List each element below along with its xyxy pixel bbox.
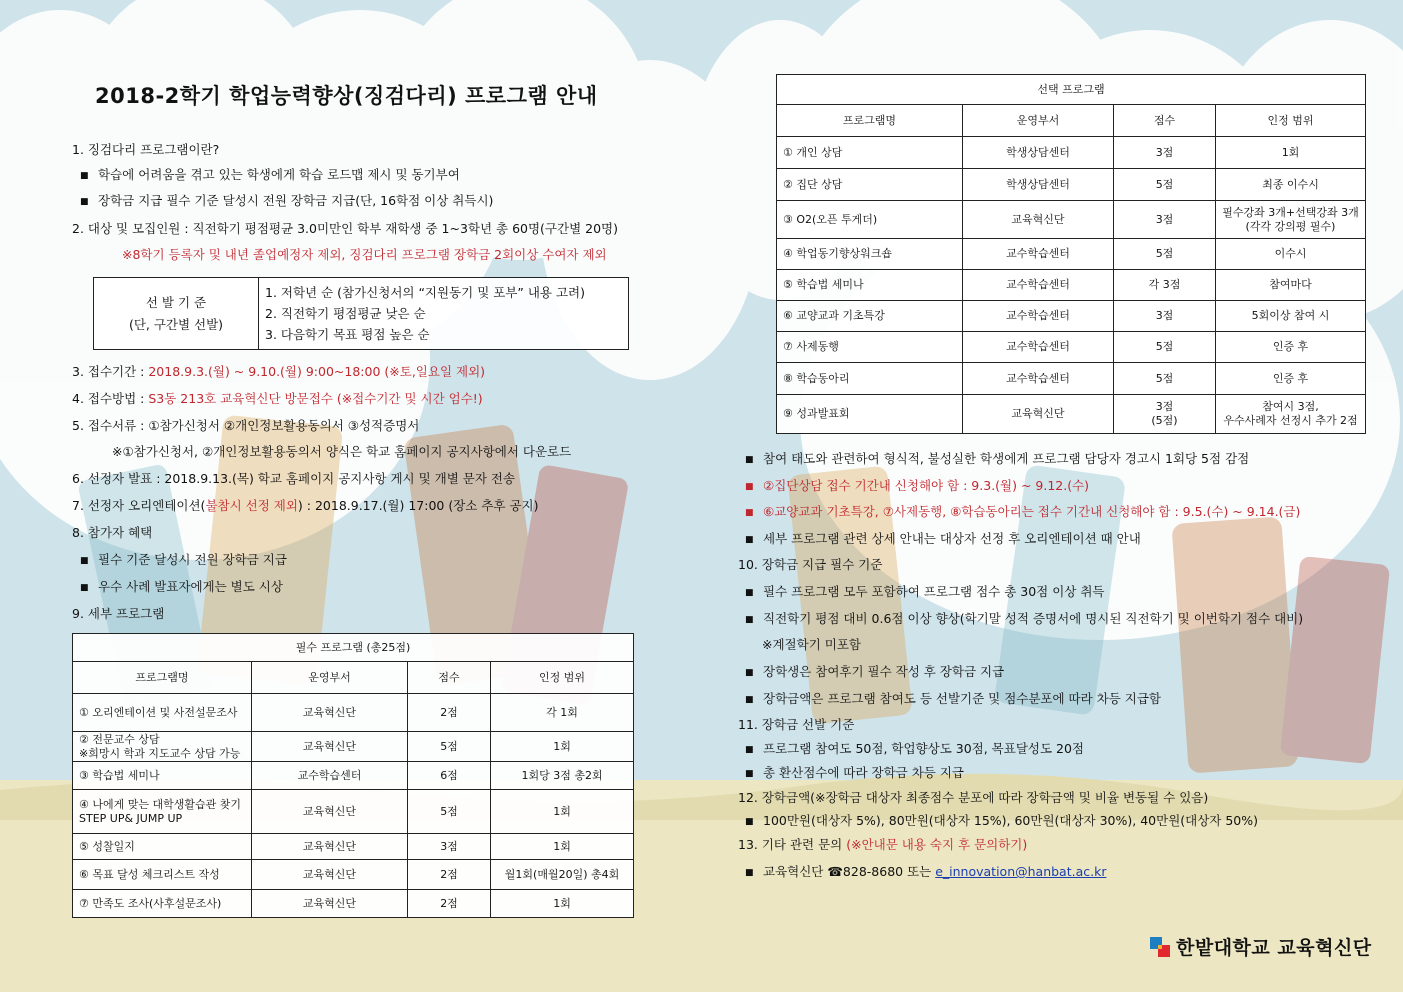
left-line: [80, 579, 283, 596]
table-cell: 교육혁신단: [252, 694, 408, 732]
table-cell: 2점: [408, 890, 491, 918]
criteria-items: [259, 278, 585, 349]
left-text: 3. 접수기간 :: [72, 364, 149, 379]
table-cell: 3점: [408, 834, 491, 860]
table-cell: 참여시 3점, 우수사례자 선정시 추가 2점: [1216, 395, 1366, 434]
criteria-item: 3. 다음학기 목표 평점 높은 순: [265, 327, 430, 342]
left-text: 필수 기준 달성시 전원 장학금 지급: [98, 552, 287, 567]
left-text: 7. 선정자 오리엔테이션(: [72, 498, 206, 513]
left-line: [80, 167, 460, 184]
bullet-icon: ■: [745, 588, 754, 598]
table-cell: 교육혁신단: [252, 732, 408, 762]
right-line: [745, 504, 1300, 521]
bullet-icon: ■: [80, 556, 89, 566]
table-cell: 2점: [408, 694, 491, 732]
table-row: [73, 762, 634, 790]
right-text: 프로그램 참여도 50점, 학업향상도 30점, 목표달성도 20점: [763, 741, 1085, 756]
criteria-label: [94, 278, 259, 349]
right-text: 100만원(대상자 5%), 80만원(대상자 15%), 60만원(대상자 30%), 40만원(대상자 50%): [763, 813, 1259, 828]
table-header: 인정 범위: [1216, 105, 1366, 137]
table-cell: 월1회(매월20일) 총4회: [491, 860, 634, 890]
table-cell: ⑧ 학습동아리: [777, 363, 963, 395]
table-cell: 교육혁신단: [252, 860, 408, 890]
bullet-icon: ■: [745, 817, 754, 827]
right-text: 필수 프로그램 모두 포함하여 프로그램 점수 총 30점 이상 취득: [763, 584, 1105, 599]
right-text: 교육혁신단 ☎828-8680 또는: [763, 864, 936, 879]
criteria-label-line2: (단, 구간별 선발): [128, 316, 224, 332]
table-row: [777, 169, 1366, 201]
right-text: 10. 장학금 지급 필수 기준: [738, 557, 883, 572]
table-cell: ① 오리엔테이션 및 사전설문조사: [73, 694, 252, 732]
table-header: 운영부서: [963, 105, 1114, 137]
page-title: 2018-2학기 학업능력향상(징검다리) 프로그램 안내: [95, 84, 598, 108]
table-cell: ⑨ 성과발표회: [777, 395, 963, 434]
table-cell: ⑦ 만족도 조사(사후설문조사): [73, 890, 252, 918]
table-cell: 인증 후: [1216, 363, 1366, 395]
table-cell: 1회: [491, 890, 634, 918]
table-cell: ③ O2(오픈 투게더): [777, 201, 963, 239]
table-cell: 1회: [491, 790, 634, 834]
right-text: 장학금액은 프로그램 참여도 등 선발기준 및 점수분포에 따라 차등 지급함: [763, 691, 1162, 706]
bullet-icon: ■: [80, 197, 89, 207]
table-cell: 학생상담센터: [963, 137, 1114, 169]
left-text: 6. 선정자 발표 : 2018.9.13.(목) 학교 홈페이지 공지사항 게시 및 개별 문자 전송: [72, 471, 516, 486]
table-cell: ④ 학업동기향상워크숍: [777, 239, 963, 270]
table-cell: ⑤ 학습법 세미나: [777, 270, 963, 301]
table-header: 인정 범위: [491, 662, 634, 694]
left-line: [72, 418, 419, 434]
right-line: [738, 557, 882, 573]
left-line: [122, 247, 607, 263]
table-row: [73, 890, 634, 918]
university-logo-icon: [1150, 937, 1170, 957]
email-link[interactable]: e_innovation@hanbat.ac.kr: [935, 864, 1107, 879]
table-cell: 5점: [408, 790, 491, 834]
bullet-icon: ■: [80, 171, 89, 181]
table-cell: ④ 나에게 맞는 대학생활습관 찾기 STEP UP& JUMP UP: [73, 790, 252, 834]
right-text: 세부 프로그램 관련 상세 안내는 대상자 선정 후 오리엔테이션 때 안내: [763, 531, 1141, 546]
left-highlight-text: S3동 213호 교육혁신단 방문접수 (※접수기간 및 시간 엄수!): [148, 391, 483, 406]
left-text: ※8학기 등록자 및 내년 졸업예정자 제외, 징검다리 프로그램 장학금 2회이상 수여자 제외: [122, 247, 607, 262]
left-text: 8. 참가자 혜택: [72, 525, 153, 540]
table-header: 점수: [408, 662, 491, 694]
table-row: [777, 395, 1366, 434]
bullet-icon: ■: [80, 583, 89, 593]
table-cell: 3점 (5점): [1114, 395, 1216, 434]
table-cell: ⑤ 성찰일지: [73, 834, 252, 860]
right-line: [745, 765, 964, 782]
right-text: 장학생은 참여후기 필수 작성 후 장학금 지급: [763, 664, 1005, 679]
table-caption: 필수 프로그램 (총25점): [73, 634, 634, 662]
left-line: [72, 391, 483, 407]
table-cell: 6점: [408, 762, 491, 790]
table-cell: 각 1회: [491, 694, 634, 732]
table-cell: 3점: [1114, 301, 1216, 332]
table-cell: 교수학습센터: [963, 332, 1114, 363]
bullet-icon: ■: [745, 455, 754, 465]
right-line: [762, 637, 861, 653]
left-text: 1. 징검다리 프로그램이란?: [72, 142, 220, 157]
table-cell: 1회당 3점 총2회: [491, 762, 634, 790]
table-row: [73, 860, 634, 890]
table-cell: 5점: [1114, 363, 1216, 395]
table-cell: 교수학습센터: [963, 301, 1114, 332]
table-cell: 1회: [1216, 137, 1366, 169]
left-text: ※①참가신청서, ②개인정보활용동의서 양식은 학교 홈페이지 공지사항에서 다운로드: [112, 444, 572, 459]
left-text: 장학금 지급 필수 기준 달성시 전원 장학금 지급(단, 16학점 이상 취득시): [98, 193, 494, 208]
left-highlight-text: 2018.9.3.(월) ~ 9.10.(월) 9:00~18:00 (※토,일요일 제외): [148, 364, 486, 379]
right-line: [738, 837, 1027, 853]
table-cell: 교육혁신단: [252, 890, 408, 918]
right-text: ②집단상담 접수 기간내 신청해야 함 : 9.3.(월) ~ 9.12.(수): [763, 478, 1090, 493]
table-row: [777, 239, 1366, 270]
left-line: [72, 364, 485, 380]
table-cell: 참여마다: [1216, 270, 1366, 301]
left-line: [72, 525, 152, 541]
table-row: [777, 363, 1366, 395]
table-row: [73, 732, 634, 762]
left-line: [72, 498, 539, 514]
table-cell: 교육혁신단: [963, 395, 1114, 434]
table-cell: ⑦ 사제동행: [777, 332, 963, 363]
left-line: [80, 552, 287, 569]
criteria-label-line1: 선 발 기 준: [145, 294, 207, 310]
left-text: 4. 접수방법 :: [72, 391, 149, 406]
right-line: [745, 584, 1104, 601]
criteria-item: 1. 저학년 순 (참가신청서의 “지원동기 및 포부” 내용 고려): [265, 285, 585, 300]
right-text: ⑥교양교과 기초특강, ⑦사제동행, ⑧학습동아리는 접수 기간내 신청해야 함 : 9.5.(수) ~ 9.14.(금): [763, 504, 1301, 519]
right-line: [745, 691, 1161, 708]
table-cell: 최종 이수시: [1216, 169, 1366, 201]
table-header: 프로그램명: [777, 105, 963, 137]
table-cell: 5회이상 참여 시: [1216, 301, 1366, 332]
table-row: [777, 270, 1366, 301]
table-cell: 교수학습센터: [252, 762, 408, 790]
table-cell: 각 3점: [1114, 270, 1216, 301]
right-text: ※계절학기 미포함: [762, 637, 861, 652]
selection-criteria-box: [93, 277, 629, 350]
left-line: [72, 606, 164, 622]
table-cell: ① 개인 상담: [777, 137, 963, 169]
right-line: [745, 611, 1303, 628]
table-cell: 필수강좌 3개+선택강좌 3개 (각각 강의평 필수): [1216, 201, 1366, 239]
table-row: [777, 137, 1366, 169]
bullet-icon: ■: [745, 508, 754, 518]
required-program-table: [72, 633, 634, 918]
table-cell: 1회: [491, 732, 634, 762]
right-line: [745, 664, 1004, 681]
bullet-icon: ■: [745, 668, 754, 678]
left-highlight-text: 불참시 선정 제외: [205, 498, 298, 513]
left-line: [112, 444, 571, 460]
table-cell: 2점: [408, 860, 491, 890]
table-cell: ③ 학습법 세미나: [73, 762, 252, 790]
table-header: 프로그램명: [73, 662, 252, 694]
right-line: [745, 531, 1141, 548]
right-text: 직전학기 평점 대비 0.6점 이상 향상(학기말 성적 증명서에 명시된 직전학기 및 이번학기 점수 대비): [763, 611, 1304, 626]
left-line: [72, 221, 618, 237]
bullet-icon: ■: [745, 868, 754, 878]
bullet-icon: ■: [745, 769, 754, 779]
right-line: [745, 813, 1258, 830]
table-cell: 3점: [1114, 201, 1216, 239]
left-text: 5. 접수서류 : ①참가신청서 ②개인정보활용동의서 ③성적증명서: [72, 418, 420, 433]
table-cell: ⑥ 목표 달성 체크리스트 작성: [73, 860, 252, 890]
left-text: 학습에 어려움을 겪고 있는 학생에게 학습 로드맵 제시 및 동기부여: [98, 167, 460, 182]
left-text: 2. 대상 및 모집인원 : 직전학기 평점평균 3.0미만인 학부 재학생 중 1~3학년 총 60명(구간별 20명): [72, 221, 618, 236]
table-cell: ② 전문교수 상담 ※희망시 학과 지도교수 상담 가능: [73, 732, 252, 762]
table-cell: ② 집단 상담: [777, 169, 963, 201]
elective-program-table: [776, 74, 1366, 434]
right-text: 11. 장학금 선발 기준: [738, 717, 855, 732]
criteria-item: 2. 직전학기 평점평균 낮은 순: [265, 306, 426, 321]
left-text: 9. 세부 프로그램: [72, 606, 165, 621]
table-row: [777, 301, 1366, 332]
right-text: 12. 장학금액(※장학금 대상자 최종점수 분포에 따라 장학금액 및 비율 변동될 수 있음): [738, 790, 1209, 805]
left-line: [72, 471, 515, 487]
right-text: 참여 태도와 관련하여 형식적, 불성실한 학생에게 프로그램 담당자 경고시 1회당 5점 감점: [763, 451, 1250, 466]
left-text: 우수 사례 발표자에게는 별도 시상: [98, 579, 283, 594]
footer-logo: [1150, 933, 1372, 960]
right-highlight-text: (※안내문 내용 숙지 후 문의하기): [846, 837, 1028, 852]
left-line: [72, 142, 219, 158]
right-line: [745, 741, 1084, 758]
table-cell: 5점: [1114, 332, 1216, 363]
table-cell: 인증 후: [1216, 332, 1366, 363]
bullet-icon: ■: [745, 615, 754, 625]
table-header: 운영부서: [252, 662, 408, 694]
left-line: [80, 193, 493, 210]
left-text: ) : 2018.9.17.(월) 17:00 (장소 추후 공지): [297, 498, 539, 513]
table-caption: 선택 프로그램: [777, 75, 1366, 105]
table-cell: 교수학습센터: [963, 270, 1114, 301]
table-row: [777, 201, 1366, 239]
table-cell: ⑥ 교양교과 기초특강: [777, 301, 963, 332]
table-cell: 5점: [408, 732, 491, 762]
table-row: [777, 332, 1366, 363]
table-cell: 교수학습센터: [963, 363, 1114, 395]
table-row: [73, 834, 634, 860]
right-line: [745, 451, 1249, 468]
right-line: [745, 478, 1089, 495]
table-cell: 이수시: [1216, 239, 1366, 270]
table-cell: 3점: [1114, 137, 1216, 169]
table-row: [73, 694, 634, 732]
table-cell: 교수학습센터: [963, 239, 1114, 270]
bullet-icon: ■: [745, 535, 754, 545]
right-text: 13. 기타 관련 문의: [738, 837, 847, 852]
table-row: [73, 790, 634, 834]
table-header: 점수: [1114, 105, 1216, 137]
logo-text: 한밭대학교 교육혁신단: [1176, 937, 1372, 959]
table-cell: 교육혁신단: [252, 834, 408, 860]
right-text: 총 환산점수에 따라 장학금 차등 지급: [763, 765, 964, 780]
table-cell: 교육혁신단: [963, 201, 1114, 239]
bullet-icon: ■: [745, 695, 754, 705]
table-cell: 5점: [1114, 169, 1216, 201]
table-cell: 1회: [491, 834, 634, 860]
right-line: [738, 790, 1208, 806]
right-line: [745, 864, 1106, 881]
bullet-icon: ■: [745, 745, 754, 755]
table-cell: 학생상담센터: [963, 169, 1114, 201]
right-line: [738, 717, 854, 733]
table-cell: 5점: [1114, 239, 1216, 270]
table-cell: 교육혁신단: [252, 790, 408, 834]
bullet-icon: ■: [745, 482, 754, 492]
